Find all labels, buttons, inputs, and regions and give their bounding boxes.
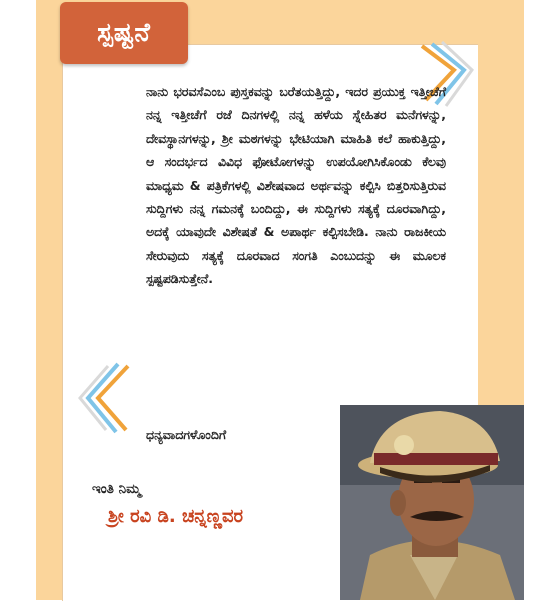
page-title: ಸ್ಪಷ್ಟನೆ [97, 17, 151, 48]
book-title: ಭರವಸೆ [173, 84, 204, 99]
title-banner [60, 2, 188, 64]
body-lead: ನಾನು [146, 84, 174, 99]
closing-thanks: ಧನ್ಯವಾದಗಳೊಂದಿಗೆ [146, 427, 227, 442]
officer-photo-icon [340, 405, 526, 600]
statement-body [146, 80, 446, 291]
arrow-decoration-left-icon [76, 362, 136, 434]
signature-name: ಶ್ರೀ ರವಿ ಡಿ. ಚನ್ನಣ್ಣವರ [108, 506, 244, 527]
closing-yours: ಇಂತಿ ನಿಮ್ಮ [92, 481, 141, 497]
page-edge [524, 0, 560, 600]
body-text: ಎಂಬ ಪುಸ್ತಕವನ್ನು ಬರೆತಯತ್ತಿದ್ದು, ಇದರ ಪ್ರಯುಕ್ತ ಇತ್ತೀಚೆಗೆ ನನ್ನ ಇತ್ತೀಚೆಗೆ ರಜೆ ದಿನಗಳಲ್ಲಿ ನನ್ನ ಹಳೆಯ ಸ್ನೇಹಿತರ ಮನೆಗಳನ್ನು, ದೇವಸ್ಥಾನಗಳನ್ನು, ಶ್ರೀ ಮಠಗಳನ್ನು ಭೇಟಿಯಾಗಿ ಮಾಹಿತಿ ಕಲೆ ಹಾಕುತ್ತಿದ್ದು, ಆ ಸಂದರ್ಭದ ವಿವಿಧ ಫೋಟೋಗಳನ್ನು ಉಪಯೋಗಿಸಿಕೊಂಡು ಕೆಲವು ಮಾಧ್ಯಮ & ಪತ್ರಿಕೆಗಳಲ್ಲಿ ವಿಶೇಷವಾದ ಅರ್ಥವನ್ನು ಕಲ್ಪಿಸಿ ಬಿತ್ತರಿಸುತ್ತಿರುವ ಸುದ್ದಿಗಳು ನನ್ನ ಗಮನಕ್ಕೆ ಬಂದಿದ್ದು, ಈ ಸುದ್ದಿಗಳು ಸತ್ಯಕ್ಕೆ ದೂರವಾಗಿದ್ದು, ಅದಕ್ಕೆ ಯಾವುದೇ ವಿಶೇಷತೆ & ಅಪಾರ್ಥ ಕಲ್ಪಿಸಬೇಡಿ. ನಾನು ರಾಜಕೀಯ ಸೇರುವುದು ಸತ್ಯಕ್ಕೆ ದೂರವಾದ ಸಂಗತಿ ಎಂಬುದನ್ನು ಈ ಮೂಲಕ ಸ್ಪಷ್ಟಪಡಿಸುತ್ತೇನೆ. [146, 84, 447, 287]
